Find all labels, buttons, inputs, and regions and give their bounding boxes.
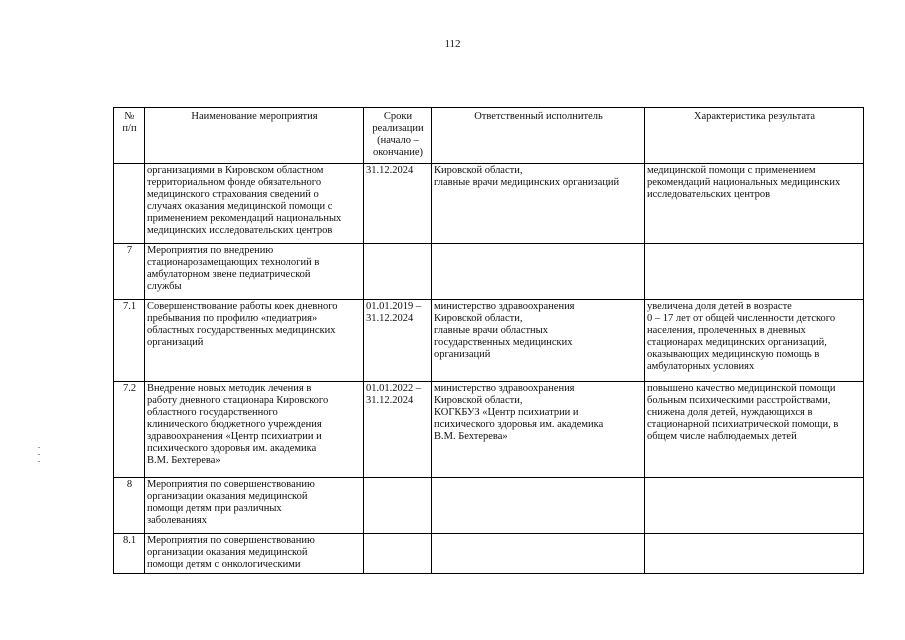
row-activity-name: организациями в Кировском областном территориальном фонде обязательного медицинского страхования сведений о случаях оказания медицинской помощи с применением рекомендаций национальных медицинских исследовательских центров	[145, 164, 364, 244]
row-result: увеличена доля детей в возрасте 0 – 17 лет от общей численности детского населения, пролеченных в дневных стационарах медицинских организаций, оказывающих медицинскую помощь в амбулаторных условиях	[645, 300, 864, 382]
row-activity-name: Совершенствование работы коек дневного пребывания по профилю «педиатрия» областных государственных медицинских организаций	[145, 300, 364, 382]
table-row	[114, 300, 864, 382]
row-result: медицинской помощи с применением рекомендаций национальных медицинских исследовательских центров	[645, 164, 864, 244]
row-number: 7.2	[114, 382, 145, 478]
activities-table	[113, 107, 864, 574]
row-result	[645, 244, 864, 300]
table-row	[114, 244, 864, 300]
row-executor	[432, 244, 645, 300]
margin-mark	[38, 447, 40, 448]
page-number: 112	[444, 38, 461, 50]
row-number: 8.1	[114, 534, 145, 574]
header-result: Характеристика результата	[645, 108, 864, 164]
row-executor	[432, 478, 645, 534]
row-dates	[364, 478, 432, 534]
row-activity-name: Мероприятия по внедрению стационарозамещающих технологий в амбулаторном звене педиатрической службы	[145, 244, 364, 300]
row-dates: 31.12.2024	[364, 164, 432, 244]
table-header-row	[114, 108, 864, 164]
row-dates: 01.01.2022 – 31.12.2024	[364, 382, 432, 478]
table-row	[114, 382, 864, 478]
row-executor	[432, 534, 645, 574]
table-row	[114, 164, 864, 244]
margin-mark	[38, 461, 40, 462]
table-row	[114, 534, 864, 574]
row-executor: министерство здравоохранения Кировской области, КОГКБУЗ «Центр психиатрии и психического здоровья им. академика В.М. Бехтерева»	[432, 382, 645, 478]
table-row	[114, 478, 864, 534]
header-dates: Сроки реализации (начало – окончание)	[364, 108, 432, 164]
row-number: 7	[114, 244, 145, 300]
row-activity-name: Мероприятия по совершенствованию организации оказания медицинской помощи детям с онкологическими	[145, 534, 364, 574]
row-result	[645, 478, 864, 534]
row-number: 8	[114, 478, 145, 534]
header-activity-name: Наименование мероприятия	[145, 108, 364, 164]
header-executor: Ответственный исполнитель	[432, 108, 645, 164]
row-executor: министерство здравоохранения Кировской области, главные врачи областных государственных медицинских организаций	[432, 300, 645, 382]
header-number: № п/п	[114, 108, 145, 164]
row-dates: 01.01.2019 – 31.12.2024	[364, 300, 432, 382]
row-dates	[364, 244, 432, 300]
row-activity-name: Внедрение новых методик лечения в работу дневного стационара Кировского областного государственного клинического бюджетного учреждения здравоохранения «Центр психиатрии и психического здоровья им. академика В.М. Бехтерева»	[145, 382, 364, 478]
row-dates	[364, 534, 432, 574]
row-number	[114, 164, 145, 244]
row-activity-name: Мероприятия по совершенствованию организации оказания медицинской помощи детям при различных заболеваниях	[145, 478, 364, 534]
row-number: 7.1	[114, 300, 145, 382]
row-result: повышено качество медицинской помощи больным психическими расстройствами, снижена доля детей, нуждающихся в стационарной психиатрической помощи, в общем числе наблюдаемых детей	[645, 382, 864, 478]
row-result	[645, 534, 864, 574]
row-executor: Кировской области, главные врачи медицинских организаций	[432, 164, 645, 244]
margin-mark	[38, 454, 40, 455]
